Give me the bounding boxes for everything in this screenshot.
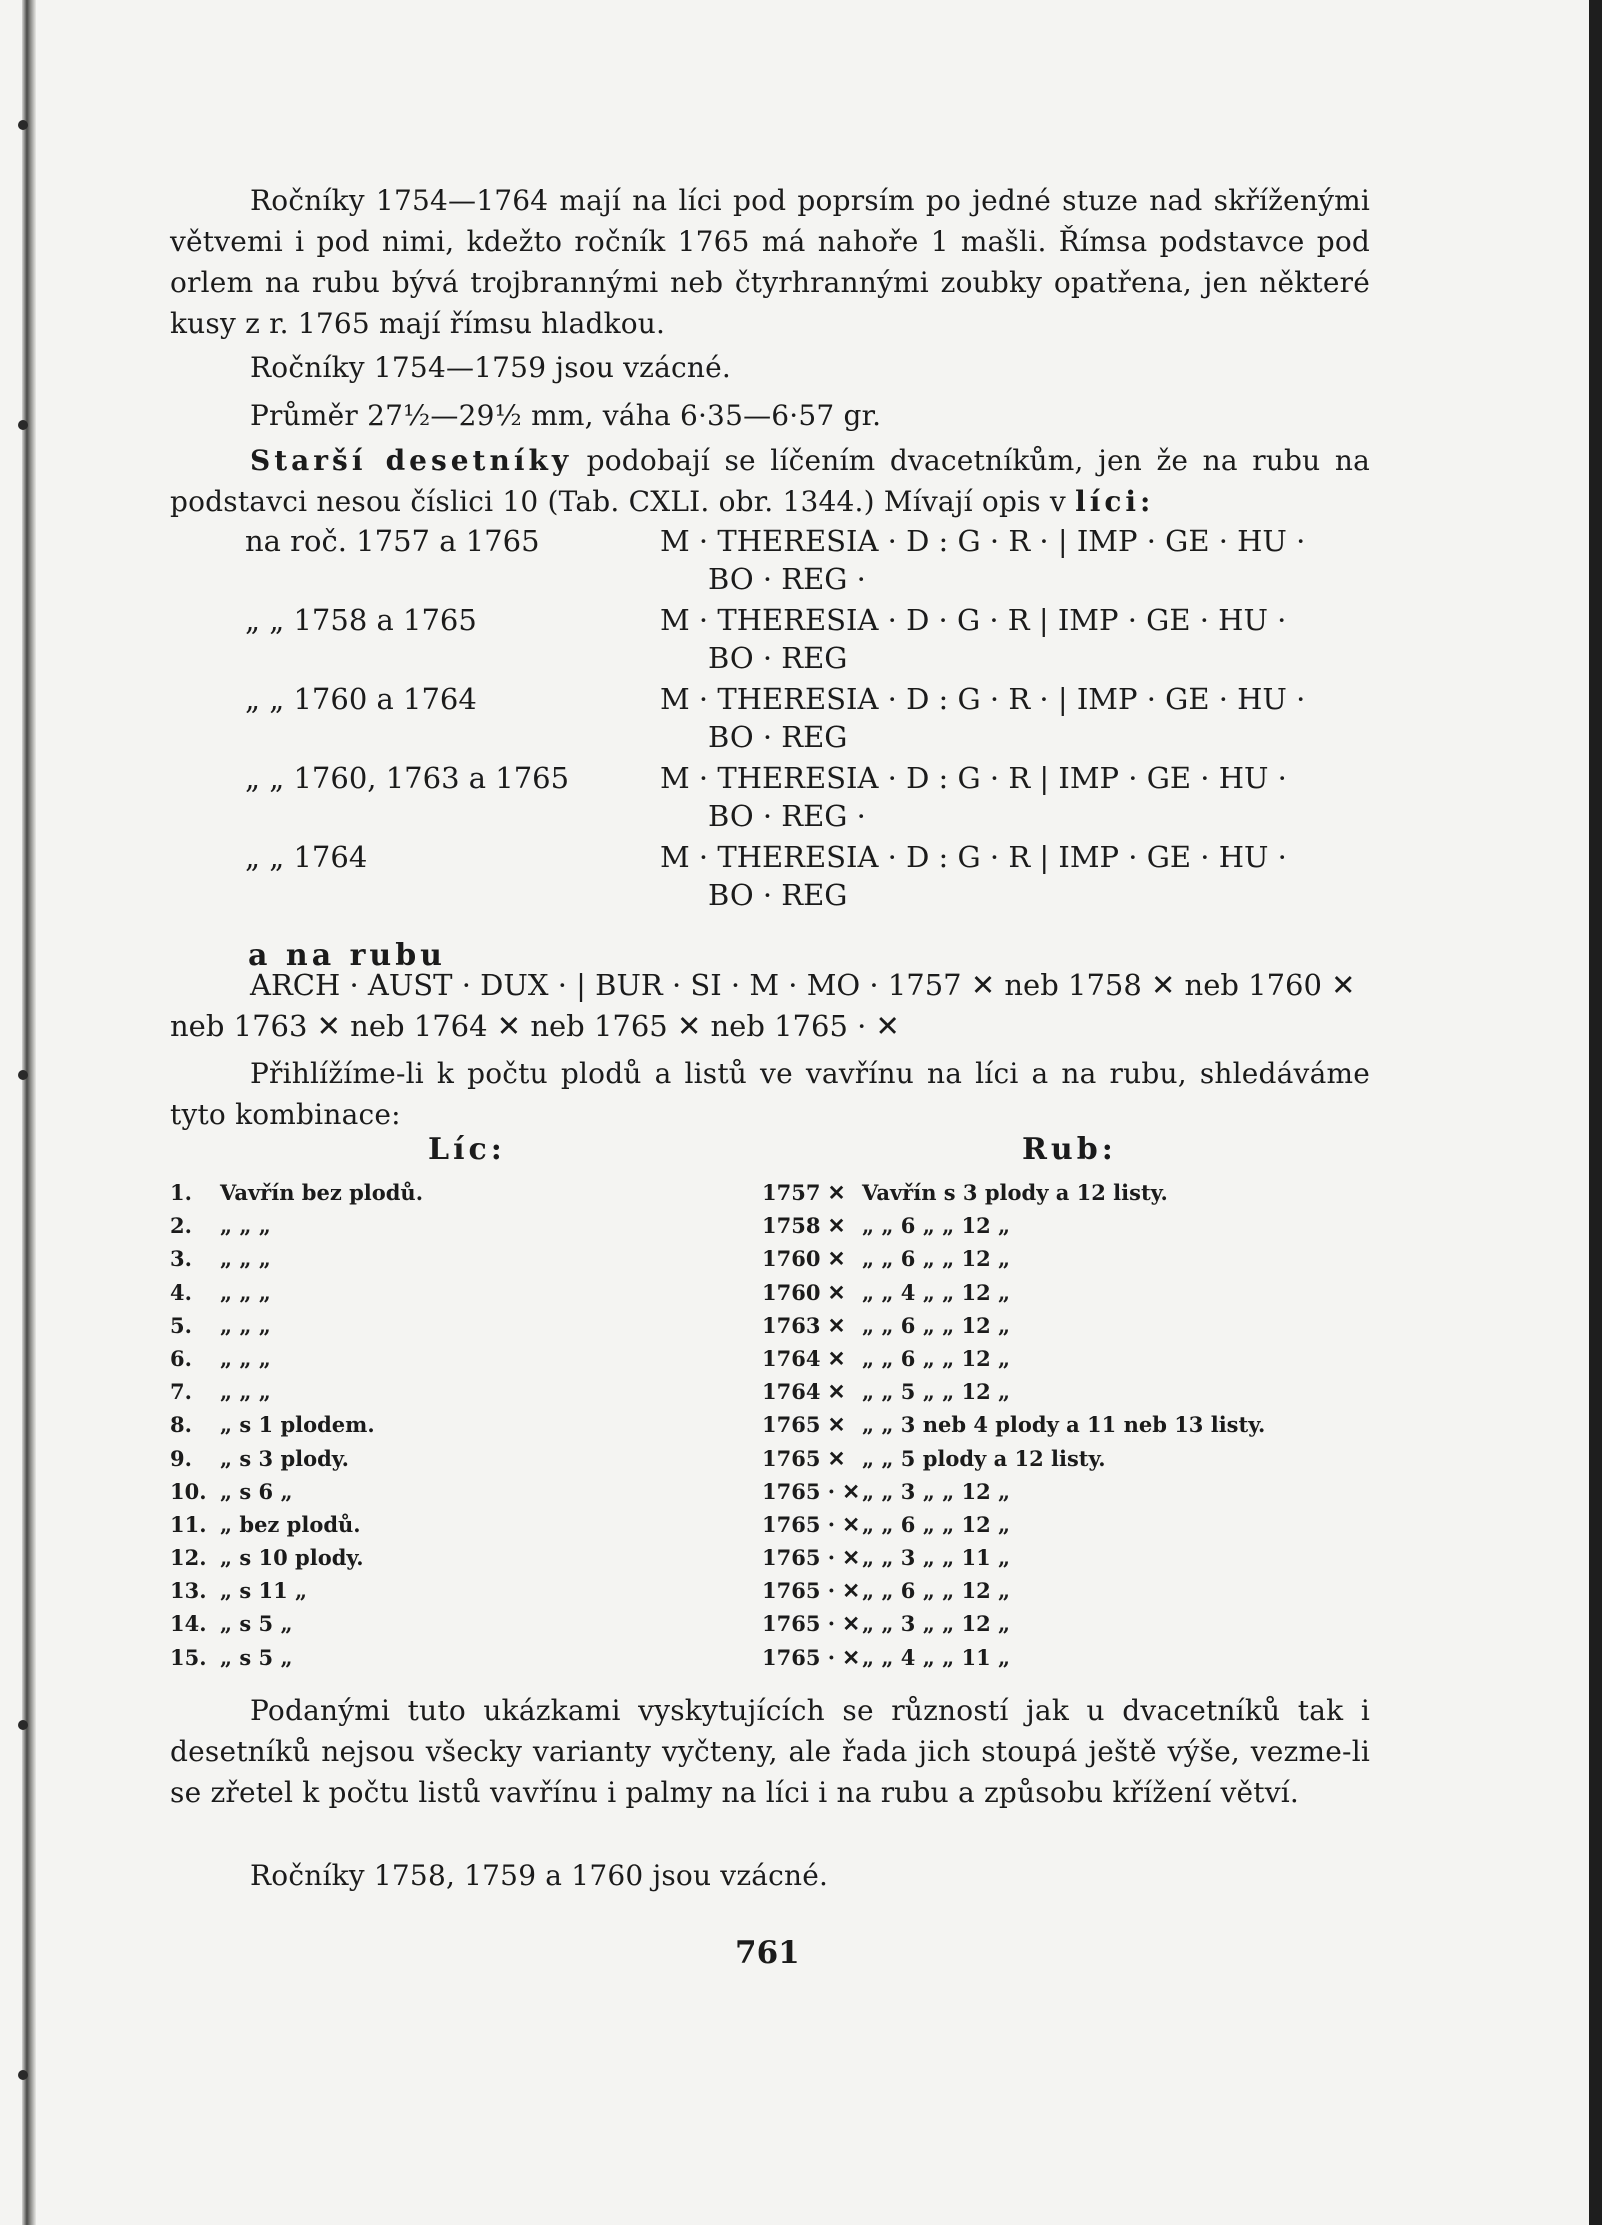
row-number: 12.: [170, 1545, 207, 1571]
year-cell: 1764 ✕: [762, 1345, 846, 1371]
variant-legend: [660, 838, 1360, 917]
lic-heading: Líc:: [428, 1132, 506, 1167]
lic-cell: „ „ „: [220, 1379, 271, 1405]
page-number: 761: [735, 1935, 800, 1971]
rub-cell: „ „ 5 plody a 12 listy.: [862, 1445, 1106, 1471]
rub-heading: Rub:: [1022, 1132, 1117, 1167]
rub-cell: „ „ 6 „ „ 12 „: [862, 1578, 1011, 1604]
table-row: [170, 1645, 1390, 1678]
desetniky-text: podobají se líčením dvacetníkům, jen že na rubu na podstavci nesou číslici 10 (Tab. CXLI. obr. 1344.) Mívají opis v: [170, 444, 1371, 518]
year-cell: 1764 ✕: [762, 1379, 846, 1405]
spine-dot: [18, 1070, 28, 1080]
legend-line-1: M · THERESIA · D : G · R · | IMP · GE · HU ·: [660, 682, 1306, 716]
year-cell: 1760 ✕: [762, 1279, 846, 1305]
table-row: [170, 1479, 1390, 1512]
rub-cell: „ „ 6 „ „ 12 „: [862, 1246, 1011, 1272]
table-row: [170, 1213, 1390, 1246]
row-number: 11.: [170, 1511, 207, 1537]
lic-cell: „ s 5 „: [220, 1611, 293, 1637]
year-cell: 1765 ✕: [762, 1445, 846, 1471]
spine-dot: [18, 120, 28, 130]
paragraph-ornaments: Ročníky 1754—1764 mají na líci pod poprsím po jedné stuze nad skříženými větvemi i pod nimi, kdežto ročník 1765 má nahoře 1 mašli. Římsa podstavce pod orlem na rubu bývá trojbrannými neb čtyrhrannými zoubky opatřena, jen některé kusy z r. 1765 mají římsu hladkou.: [170, 184, 1370, 340]
variant-years: na roč. 1757 a 1765: [245, 524, 540, 558]
year-cell: 1765 · ✕: [762, 1611, 860, 1637]
legend-line-2: BO · REG ·: [708, 799, 866, 833]
rub-cell: „ „ 6 „ „ 12 „: [862, 1345, 1011, 1371]
row-number: 10.: [170, 1478, 207, 1504]
measurements-line: Průměr 27½—29½ mm, váha 6·35—6·57 gr.: [250, 399, 882, 432]
lic-cell: „ s 11 „: [220, 1578, 308, 1604]
rubu-legend-text: ARCH · AUST · DUX · | BUR · SI · M · MO · 1757 ✕ neb 1758 ✕ neb 1760 ✕ neb 1763 ✕ neb 1764 ✕ neb 1765 ✕ neb 1765 · ✕: [170, 968, 1356, 1043]
variant-legend: [660, 759, 1360, 838]
row-number: 3.: [170, 1246, 192, 1272]
year-cell: 1765 ✕: [762, 1412, 846, 1438]
variant-row: [245, 680, 1375, 759]
row-number: 7.: [170, 1379, 192, 1405]
rub-cell: „ „ 3 neb 4 plody a 11 neb 13 listy.: [862, 1412, 1266, 1438]
table-row: [170, 1611, 1390, 1644]
spine-dot: [18, 420, 28, 430]
binding-edge: [22, 0, 36, 2225]
lic-cell: „ s 3 plody.: [220, 1445, 349, 1471]
legend-variants-table: [245, 522, 1375, 917]
variant-years: „ „ 1760, 1763 a 1765: [245, 761, 570, 795]
row-number: 13.: [170, 1578, 207, 1604]
lic-cell: „ „ „: [220, 1279, 271, 1305]
year-cell: 1765 · ✕: [762, 1644, 860, 1670]
year-cell: 1765 · ✕: [762, 1478, 860, 1504]
variant-row: [245, 838, 1375, 917]
row-number: 9.: [170, 1445, 192, 1471]
year-cell: 1765 · ✕: [762, 1545, 860, 1571]
variant-years: „ „ 1760 a 1764: [245, 682, 477, 716]
lici-word: líci:: [1075, 485, 1155, 518]
legend-line-2: BO · REG: [708, 720, 848, 754]
lic-cell: „ s 6 „: [220, 1478, 293, 1504]
year-cell: 1757 ✕: [762, 1180, 846, 1205]
spine-dot: [18, 1720, 28, 1730]
variant-legend: [660, 601, 1360, 680]
legend-line-1: M · THERESIA · D : G · R · | IMP · GE · HU ·: [660, 524, 1306, 558]
table-row: [170, 1180, 1390, 1213]
lic-cell: „ „ „: [220, 1312, 271, 1338]
spine-dot: [18, 2070, 28, 2080]
variant-years: „ „ 1764: [245, 840, 368, 874]
legend-line-2: BO · REG: [708, 641, 848, 675]
rub-cell: „ „ 4 „ „ 11 „: [862, 1644, 1011, 1670]
row-number: 4.: [170, 1279, 192, 1305]
rub-cell: „ „ 3 „ „ 12 „: [862, 1478, 1011, 1504]
row-number: 15.: [170, 1644, 207, 1670]
desetniky-term: Starší desetníky: [250, 444, 573, 477]
table-row: [170, 1512, 1390, 1545]
variant-row: [245, 759, 1375, 838]
lic-cell: „ „ „: [220, 1213, 271, 1239]
row-number: 14.: [170, 1611, 207, 1637]
row-number: 1.: [170, 1180, 192, 1205]
combination-intro: Přihlížíme-li k počtu plodů a listů ve vavřínu na líci a na rubu, shledáváme tyto kombinace:: [170, 1057, 1370, 1131]
row-number: 5.: [170, 1312, 192, 1338]
variant-row: [245, 601, 1375, 680]
lic-cell: „ bez plodů.: [220, 1511, 361, 1537]
variant-legend: [660, 680, 1360, 759]
desetniky-paragraph: [170, 440, 1370, 522]
variant-row: [245, 522, 1375, 601]
lic-cell: „ s 1 plodem.: [220, 1412, 375, 1438]
lic-cell: „ „ „: [220, 1345, 271, 1371]
lic-cell: „ s 10 plody.: [220, 1545, 364, 1571]
table-row: [170, 1578, 1390, 1611]
legend-line-2: BO · REG: [708, 878, 848, 912]
table-row: [170, 1379, 1390, 1412]
closing-paragraph: Podanými tuto ukázkami vyskytujících se růzností jak u dvacetníků tak i desetníků nejsou všecky varianty vyčteny, ale řada jich stoupá ještě výše, vezme-li se zřetel k počtu listů vavřínu i palmy na líci i na rubu a způsobu křížení větví.: [170, 1694, 1370, 1809]
rub-cell: „ „ 5 „ „ 12 „: [862, 1379, 1011, 1405]
table-row: [170, 1545, 1390, 1578]
table-row: [170, 1280, 1390, 1313]
rub-cell: „ „ 6 „ „ 12 „: [862, 1511, 1011, 1537]
lic-cell: Vavřín bez plodů.: [220, 1180, 424, 1205]
year-cell: 1765 · ✕: [762, 1511, 860, 1537]
lic-cell: „ s 5 „: [220, 1644, 293, 1670]
legend-line-1: M · THERESIA · D : G · R | IMP · GE · HU ·: [660, 840, 1287, 874]
variant-legend: [660, 522, 1360, 601]
table-row: [170, 1346, 1390, 1379]
legend-line-2: BO · REG ·: [708, 562, 866, 596]
rub-cell: „ „ 3 „ „ 12 „: [862, 1611, 1011, 1637]
rare-years-line: Ročníky 1754—1759 jsou vzácné.: [250, 351, 732, 384]
rub-cell: „ „ 3 „ „ 11 „: [862, 1545, 1011, 1571]
table-row: [170, 1313, 1390, 1346]
rub-cell: „ „ 6 „ „ 12 „: [862, 1213, 1011, 1239]
year-cell: 1760 ✕: [762, 1246, 846, 1272]
table-row: [170, 1246, 1390, 1279]
legend-line-1: M · THERESIA · D : G · R | IMP · GE · HU ·: [660, 761, 1287, 795]
combinations-table: [170, 1180, 1390, 1678]
year-cell: 1763 ✕: [762, 1312, 846, 1338]
rub-cell: „ „ 6 „ „ 12 „: [862, 1312, 1011, 1338]
rubu-label: a na rubu: [248, 938, 446, 973]
year-cell: 1765 · ✕: [762, 1578, 860, 1604]
variant-years: „ „ 1758 a 1765: [245, 603, 477, 637]
year-cell: 1758 ✕: [762, 1213, 846, 1239]
row-number: 6.: [170, 1345, 192, 1371]
rare-years-line-2: Ročníky 1758, 1759 a 1760 jsou vzácné.: [250, 1859, 829, 1892]
rub-cell: Vavřín s 3 plody a 12 listy.: [862, 1180, 1168, 1205]
row-number: 8.: [170, 1412, 192, 1438]
table-row: [170, 1412, 1390, 1445]
table-row: [170, 1446, 1390, 1479]
lic-cell: „ „ „: [220, 1246, 271, 1272]
row-number: 2.: [170, 1213, 192, 1239]
rub-cell: „ „ 4 „ „ 12 „: [862, 1279, 1011, 1305]
legend-line-1: M · THERESIA · D · G · R | IMP · GE · HU ·: [660, 603, 1287, 637]
